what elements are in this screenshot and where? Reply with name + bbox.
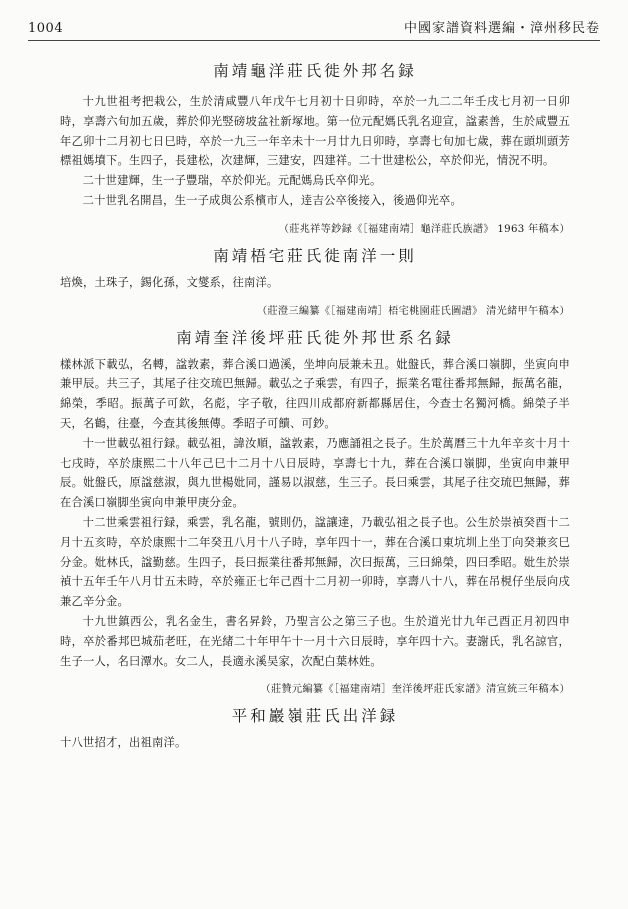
section-guiyang xyxy=(60,60,570,239)
paragraph: 十八世招才，出祖南洋。 xyxy=(60,736,187,750)
paragraph: 培煥，土珠子，錫化孫，文燮系，往南洋。 xyxy=(60,275,279,289)
paragraph: 十九世祖考把栽公，生於清咸豐八年戊午七月初十日卯時，卒於一九二二年壬戌七月初一日卯時，享壽六旬加五歲，葬於仰光竪磅坡盆社新塚地。第一位元配媽氏乳名迎宣，諡素善，生於咸豐五年乙卯十二月初七日巳時，卒於一九三一年辛未十一月廿九日卯時，享壽七旬加七歲，葬在頭圳頭芳標祖媽墳下。生四子，長建松，次建輝，三建安，四建祥。二十世建松公，卒於仰光，情況不明。 xyxy=(60,95,570,168)
paragraph: 十二世乘雲祖行録，乘雲，乳名龍，號則仍，諡讓達，乃載弘祖之長子也。公生於崇禎癸酉十二月十五亥時，卒於康熙十二年癸丑八月十八子時，享年四十一，葬在合溪口東坑圳上坐丁向癸兼亥巳分金。妣林氏，諡勤慈。生四子，長曰振業往番邦無歸，次曰振萬，三曰綿榮，四曰季昭。妣生於崇禎十五年壬午八月廿五未時，卒於雍正七年己酉十二月初一卯時，享壽八十八，葬在吊梘仔坐辰向戌兼乙辛分金。 xyxy=(60,515,570,609)
paragraph: 二十世建輝，生一子豐瑞，卒於仰光。元配媽烏氏卒仰光。 xyxy=(82,174,382,188)
paragraph: 二十世乳名開昌，生一子成與公系檳市人，逹吉公卒後接入，後過仰光卒。 xyxy=(82,193,462,207)
section-kuiyang xyxy=(60,327,570,700)
source-citation: （莊兆祥等鈔録《［福建南靖］龜洋莊氏族譜》 1963 年稿本） xyxy=(278,223,570,235)
paragraph: 十一世載弘祖行録。載弘祖，諱汝順，諡敦素，乃應誦祖之長子。生於萬曆三十九年辛亥十月十七戌時，卒於康熙二十八年己巳十二月十八日辰時，享壽七十九，葬在合溪口嶺脚，坐寅向申兼甲辰。妣盤氏，原諡慈淑，與九世楊妣同，謹易以淑慈，生三子。長曰乘雲，其尾子往交琉巴無歸，葬在合溪口嶺脚坐寅向申兼甲庚分金。 xyxy=(60,436,570,510)
page-number: 1004 xyxy=(28,21,64,36)
page-body xyxy=(60,60,570,753)
section-title: 平和巖嶺莊氏出洋録 xyxy=(231,707,399,726)
paragraph: 十九世鎮西公，乳名金生，書名昇鈴，乃聖言公之第三子也。生於道光廿九年己酉正月初四申時，卒於番邦巴城茄老旺，在光緒二十年甲午十一月十六日辰時，享年四十六。妻謝氏，乳名諒官，生子一人，名曰潭水。女二人，長適永溪吴家，次配白葉林姓。 xyxy=(60,614,570,668)
running-title: 中國家譜資料選編・漳州移民卷 xyxy=(403,21,600,36)
source-citation: （莊贊元編纂《［福建南靖］奎洋後坪莊氏家譜》清宣統三年稿本） xyxy=(260,684,570,696)
paragraph: 樣林派下載弘，名轉，諡敦素，葬合溪口過溪，坐坤向辰兼未丑。妣盤氏，葬合溪口嶺脚，坐寅向申兼甲辰。共三子，其尾子往交琉巴無歸。載弘之子乘雲，有四子，振業名電往番邦無歸，振萬名龍，綿榮，季昭。振萬子可欽，名彪，字子敬，往四川成都府新都縣居住，今查士名獨河橋。綿榮子半天，名鶴，往臺，今查其後無傳。季昭子可饋、可鈔。 xyxy=(60,357,570,430)
section-title: 南靖梧宅莊氏徙南洋一則 xyxy=(213,246,417,265)
section-yanling xyxy=(60,705,570,753)
section-wuzhai xyxy=(60,245,570,321)
source-citation: （莊澄三編纂《［福建南靖］梧宅桃園莊氏圖譜》 清光緒甲午稿本） xyxy=(256,305,570,317)
page-header xyxy=(28,6,600,41)
section-title: 南靖奎洋後坪莊氏徙外邦世系名録 xyxy=(176,328,454,347)
section-title: 南靖龜洋莊氏徙外邦名録 xyxy=(213,62,417,80)
